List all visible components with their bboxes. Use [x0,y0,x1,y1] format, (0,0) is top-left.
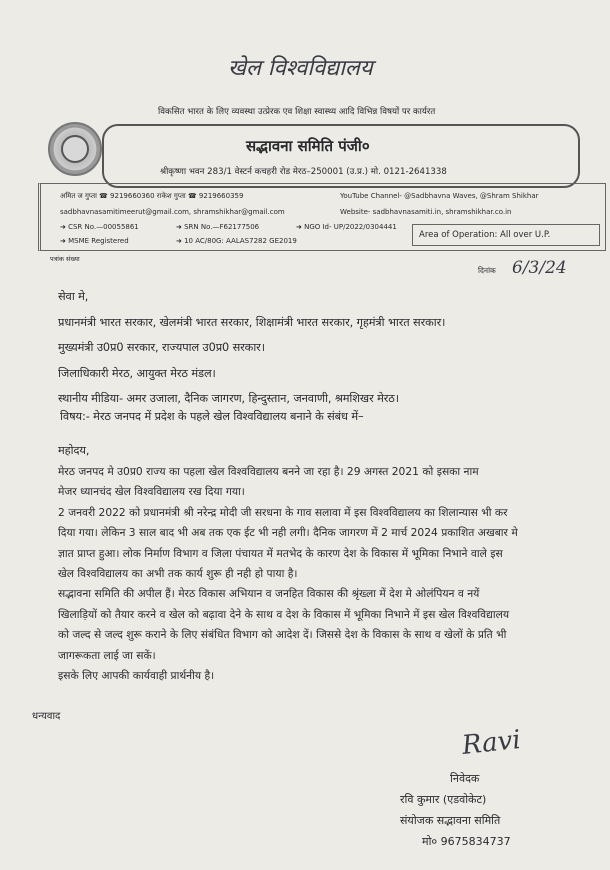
csr-number: ➜ CSR No.—00055861 [60,223,139,231]
srn-number: ➜ SRN No.—F62177506 [176,223,259,231]
youtube-channel: YouTube Channel- @Sadbhavna Waves, @Shram Shikhar [340,192,539,200]
body-line: 2 जनवरी 2022 को प्रधानमंत्री श्री नरेन्द्र मोदी जी सरधना के गाव सलावा में इस विश्वविद्यालय का शिलान्यास भी कर [58,505,508,519]
organization-address: श्रीकृष्णा भवन 283/1 वेस्टर्न कचहरी रोड मेरठ–250001 (उ.प्र.) मो. 0121-2641338 [160,167,447,177]
body-line: दिया गया। लेकिन 3 साल बाद भी अब तक एक ईट भी नही लगी। दैनिक जागरण में 2 मार्च 2024 प्रकाशित अखबार मे [58,526,518,540]
body-line: को जल्द से जल्द शुरू कराने के लिए संबंधित विभाग को आदेश दें। जिससे देश के विकास के साथ व खेलों के प्रति भी [58,628,507,642]
body-line: मेजर ध्यानचंद खेल विश्वविद्यालय रख दिया गया। [58,485,245,499]
handwritten-signature: Ravi [460,725,523,761]
signatory-mobile: मो० 9675834737 [422,835,511,848]
website: Website- sadbhavnasamiti.in, shramshikhar.co.in [340,208,512,216]
ac-80g-number: ➜ 10 AC/80G: AALAS7282 GE2019 [176,237,297,245]
area-of-operation: Area of Operation: All over U.P. [412,224,600,246]
body-line: इसके लिए आपकी कार्यवाही प्रार्थनीय है। [58,669,215,683]
phone-contacts: अमित ज गुप्ता ☎ 9219660360 राकेश गुप्ता ☎ 9219660359 [60,192,244,200]
recipient-line: मुख्यमंत्री उ0प्र0 सरकार, राज्यपाल उ0प्र0 सरकार। [58,341,265,354]
email-address: sadbhavnasamitimeerut@gmail.com, shramshikhar@gmail.com [60,208,285,216]
ngo-id: ➜ NGO Id- UP/2022/0304441 [296,223,397,231]
date-label: दिनांक [478,266,496,275]
body-line: ज्ञात प्राप्त हुआ। लोक निर्माण विभाग व जिला पंचायत में मतभेद के कारण देश के विकास में भूमिका निभाने वाले इस [58,546,503,560]
body-line: जागरूकता लाई जा सकें। [58,648,156,662]
signatory-block [400,768,511,852]
seal-emblem-icon [61,135,89,163]
letter-body [58,462,598,686]
signatory-label: निवेदक [450,772,480,785]
closing: धन्यवाद [32,711,61,722]
signatory-name: रवि कुमार (एडवोकेट) [400,793,487,806]
addressee-block [58,284,445,412]
to-line: सेवा मे, [58,290,89,303]
letterhead-header-box [102,124,580,188]
msme-registration: ➜ MSME Registered [60,237,129,245]
body-line: सद्भावना समिति की अपील हैं। मेरठ विकास अभियान व जनहित विकास की श्रृंख्ला में देश मे ओलंपियन व नयें [58,587,480,601]
recipient-line: स्थानीय मीडिया- अमर उजाला, दैनिक जागरण, हिन्दुस्तान, जनवाणी, श्रमशिखर मेरठ। [58,392,399,405]
body-line: मेरठ जनपद मे उ0प्र0 राज्य का पहला खेल विश्वविद्यालय बनने जा रहा है। 29 अगस्त 2021 को इसका नाम [58,465,479,478]
body-line: खिलाड़ियों को तैयार करने व खेल को बढ़ावा देने के साथ व देश के विकास में भूमिका निभाने में इस खेल विश्वविद्यालय [58,607,510,621]
reference-label: पत्रांक संख्या [50,255,80,263]
handwritten-heading: खेल विश्वविद्यालय [228,56,373,81]
subject-line: विषय:- मेरठ जनपद में प्रदेश के पहले खेल विश्वविद्यालय बनाने के संबंध में– [60,410,364,423]
salutation: महोदय, [58,444,90,457]
recipient-line: जिलाधिकारी मेरठ, आयुक्त मेरठ मंडल। [58,366,216,380]
organization-name: सद्भावना समिति पंजी० [246,137,370,155]
tagline: विकसित भारत के लिए व्यवस्था उत्प्रेरक एव शिक्षा स्वास्थ्य आदि विभिन्न विषयों पर कार्यरत [158,107,436,117]
date-value: 6/3/24 [512,258,567,278]
signatory-title: संयोजक सद्भावना समिति [400,814,501,827]
recipient-line: प्रधानमंत्री भारत सरकार, खेलमंत्री भारत सरकार, शिक्षामंत्री भारत सरकार, गृहमंत्री भारत सरकार। [58,315,446,329]
body-line: खेल विश्वविद्यालय का अभी तक कार्य शुरू ही नही हो पाया है। [58,567,298,581]
